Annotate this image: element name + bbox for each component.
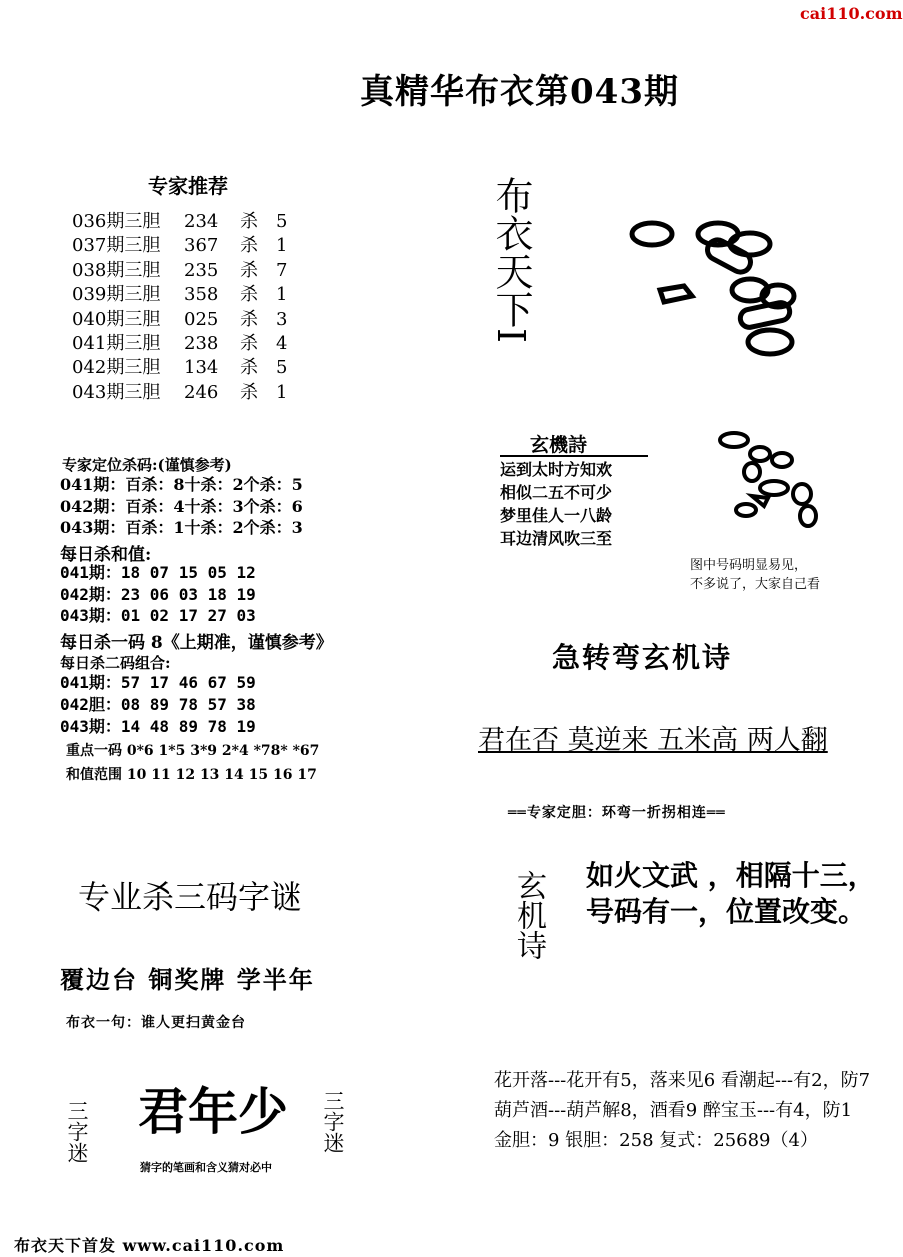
kill-number: 5: [276, 211, 288, 232]
list-item: [72, 381, 287, 405]
sanzi-label-right: 三字迷: [321, 1090, 345, 1153]
site-logo-text[interactable]: cai110.com: [800, 4, 903, 23]
list-item: 043期：14 48 89 78 19: [60, 717, 256, 736]
list-item: 042胆：08 89 78 57 38: [60, 695, 256, 714]
xuanji-vertical-label: 玄机诗: [511, 870, 546, 960]
period: 038期三胆: [72, 259, 161, 281]
list-item: 042期：23 06 03 18 19: [60, 584, 256, 604]
riddle-words: 覆边台 铜奖牌 学半年: [60, 965, 315, 994]
expert-recommend-list: [72, 210, 287, 405]
kill-number: 1: [276, 284, 288, 306]
daily-two-code-title: 每日杀二码组合:: [60, 654, 171, 672]
coins-drawing: [620, 210, 820, 370]
expert-recommend-title: 专家推荐: [148, 174, 228, 198]
kill-label: 杀: [240, 284, 258, 306]
numbers: 367: [184, 235, 219, 257]
kill-label: 杀: [240, 308, 258, 330]
sum-range-line: 和值范围 10 11 12 13 14 15 16 17: [66, 767, 317, 783]
list-item: [72, 234, 287, 258]
riddle-sentence: 布衣一句：谁人更扫黄金台: [66, 1015, 246, 1031]
daily-two-code-list: [60, 672, 256, 738]
kill-label: 杀: [240, 381, 258, 403]
period: 042期三胆: [72, 357, 161, 379]
list-item: 041期：百杀：8十杀：2个杀：5: [60, 475, 303, 494]
positional-kill-list: [60, 474, 303, 539]
hint-line: 花开落---花开有5，落来见6 看潮起---有2，防7: [494, 1070, 871, 1091]
coins-caption: [690, 556, 820, 594]
caption-line: 图中号码明显易见，: [690, 558, 808, 573]
expert-dan-line: ══专家定胆：环弯一折拐相连══: [508, 805, 726, 821]
bu-yi-vertical-title: 布衣天下I: [489, 176, 533, 344]
page-title: 真精华布衣第043期: [360, 72, 679, 112]
turn-riddle-line: 君在否 莫逆来 五米高 两人翻: [478, 725, 828, 756]
period: 041期三胆: [72, 333, 161, 355]
daily-one-code: 每日杀一码 8《上期准，谨慎参考》: [60, 633, 333, 653]
turn-riddle-title: 急转弯玄机诗: [552, 641, 733, 674]
list-item: [72, 332, 287, 356]
list-item: [72, 356, 287, 380]
numbers: 246: [184, 381, 219, 403]
kill-number: 1: [276, 381, 288, 403]
poem-line: 相似二五不可少: [500, 483, 613, 502]
pro-kill-heading: 专业杀三码字谜: [78, 878, 303, 916]
list-item: 041期：18 07 15 05 12: [60, 563, 256, 582]
kill-number: 7: [276, 259, 288, 281]
numbers: 235: [184, 259, 219, 281]
list-item: [72, 210, 287, 234]
kill-number: 5: [276, 357, 288, 379]
period: 039期三胆: [72, 284, 161, 306]
kill-number: 4: [276, 333, 288, 355]
hint-lines: [494, 1066, 870, 1156]
list-item: [72, 283, 287, 307]
list-item: 042期：百杀：4十杀：3个杀：6: [60, 496, 303, 516]
big-riddle: 君年少: [138, 1082, 288, 1141]
poem-line: 耳边清风吹三至: [500, 529, 613, 548]
hint-line: 葫芦酒---葫芦解8，酒看9 醉宝玉---有4，防1: [494, 1100, 853, 1121]
numbers: 358: [184, 284, 219, 306]
footer-text: 布衣天下首发 www.cai110.com: [14, 1236, 285, 1255]
list-item: [72, 259, 287, 283]
kill-label: 杀: [240, 357, 258, 379]
kill-label: 杀: [240, 211, 258, 232]
positional-kill-title: 专家定位杀码:(谨慎参考): [62, 456, 232, 474]
period: 036期三胆: [72, 211, 161, 232]
hint-line: 金胆：9 银胆：258 复式：25689（4）: [494, 1130, 818, 1151]
caption-line: 不多说了，大家自己看: [690, 577, 821, 592]
numbers: 025: [184, 308, 219, 330]
numbers: 238: [184, 333, 219, 355]
xuanji-lines: [500, 458, 612, 550]
riddle-hint: 猜字的笔画和含义猜对必中: [140, 1161, 272, 1174]
divider: [500, 455, 648, 457]
list-item: [72, 308, 287, 332]
numbers: 134: [184, 357, 219, 379]
kill-label: 杀: [240, 333, 258, 355]
poem-line: 运到太时方知欢: [500, 460, 613, 479]
list-item: 043期：百杀：1十杀：2个杀：3: [60, 518, 303, 537]
kill-label: 杀: [240, 259, 258, 281]
kill-number: 3: [276, 308, 288, 330]
daily-sum-list: [60, 562, 256, 627]
coins-drawing-small: [712, 426, 822, 546]
period: 040期三胆: [72, 308, 161, 330]
period: 043期三胆: [72, 381, 161, 403]
list-item: 043期：01 02 17 27 03: [60, 606, 256, 625]
numbers: 234: [184, 211, 219, 232]
list-item: 041期：57 17 46 67 59: [60, 673, 256, 692]
kill-number: 1: [276, 235, 288, 257]
kill-label: 杀: [240, 235, 258, 257]
key-code-line: 重点一码 0*6 1*5 3*9 2*4 *78* *67: [66, 743, 320, 759]
xuanji-poem-box: [500, 430, 650, 550]
period: 037期三胆: [72, 235, 161, 257]
xuanji-title: 玄機詩: [530, 434, 588, 456]
poem-line: 梦里佳人一八龄: [500, 506, 613, 525]
daily-sum-title: 每日杀和值:: [60, 545, 152, 565]
sanzi-label-left: 三字迷: [65, 1100, 89, 1163]
poem-line: 如火文武 ，相隔十三，: [586, 859, 876, 892]
riddle-poem: [586, 858, 876, 930]
poem-line: 号码有一，位置改变。: [586, 895, 867, 928]
